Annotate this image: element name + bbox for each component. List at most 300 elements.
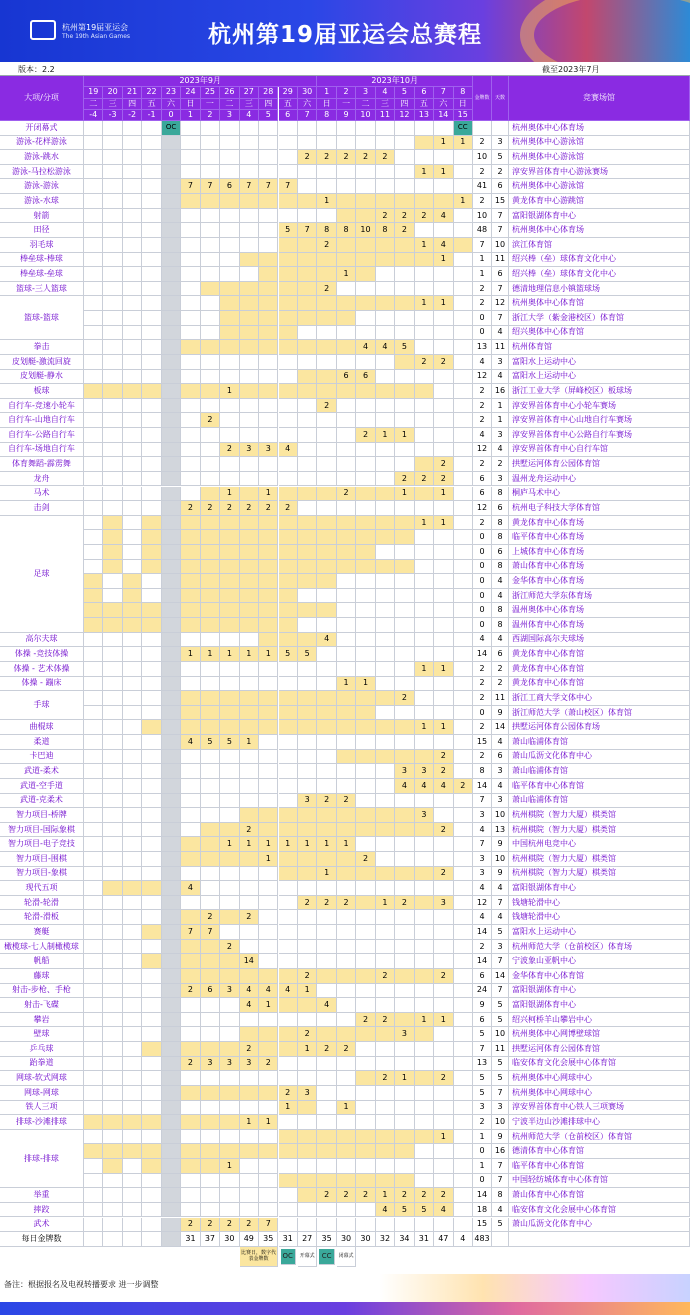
schedule-cell [84,998,103,1013]
day-count: 3 [492,940,509,955]
schedule-cell [220,530,239,545]
schedule-cell: 1 [454,194,473,209]
schedule-cell [142,179,161,194]
gold-count: 4 [473,428,492,443]
schedule-cell [259,194,278,209]
schedule-cell [298,560,317,575]
schedule-cell [317,560,336,575]
schedule-cell: 2 [181,984,200,999]
schedule-cell [84,677,103,692]
sport-label: 橄榄球-七人制橄榄球 [0,940,84,955]
schedule-cell [337,1071,356,1086]
schedule-cell [298,808,317,823]
schedule-cell [220,1174,239,1189]
schedule-cell [298,677,317,692]
schedule-cell [337,954,356,969]
sport-label: 棒垒球-垒球 [0,267,84,282]
day-count: 11 [492,691,509,706]
schedule-cell [84,209,103,224]
schedule-cell [123,267,142,282]
schedule-cell [142,150,161,165]
schedule-cell [298,209,317,224]
schedule-cell [103,574,122,589]
schedule-cell [298,501,317,516]
schedule-cell [123,647,142,662]
schedule-cell [103,457,122,472]
schedule-cell [356,881,375,896]
schedule-cell [103,969,122,984]
schedule-cell [279,998,298,1013]
schedule-cell [142,969,161,984]
schedule-cell [356,384,375,399]
countdown-header: 15 [454,110,473,121]
schedule-cell [123,984,142,999]
schedule-cell [103,896,122,911]
venue-name: 淳安界首体育中心公路自行车赛场 [509,428,690,443]
gold-count: 2 [473,399,492,414]
schedule-cell [123,1071,142,1086]
schedule-cell [356,355,375,370]
schedule-cell [201,662,220,677]
schedule-cell [279,823,298,838]
schedule-cell [103,881,122,896]
schedule-cell [415,691,434,706]
schedule-cell [376,1027,395,1042]
schedule-cell [279,881,298,896]
schedule-cell [454,954,473,969]
sport-label: 皮划艇-静水 [0,370,84,385]
schedule-cell [356,1159,375,1174]
venue-name: 杭州电子科技大学体育馆 [509,501,690,516]
schedule-cell [123,925,142,940]
schedule-cell [415,179,434,194]
schedule-cell [376,706,395,721]
schedule-cell [454,326,473,341]
sport-label: 手球 [0,691,84,720]
schedule-cell: 1 [279,837,298,852]
schedule-cell [162,940,181,955]
gold-count: 0 [473,706,492,721]
schedule-cell [434,647,453,662]
schedule-cell: 6 [337,370,356,385]
schedule-cell [240,457,259,472]
schedule-cell [317,1086,336,1101]
schedule-cell [240,603,259,618]
schedule-cell: 2 [376,209,395,224]
schedule-cell [317,735,336,750]
schedule-cell [376,808,395,823]
schedule-cell [84,384,103,399]
schedule-cell [454,209,473,224]
schedule-cell [259,428,278,443]
schedule-cell [337,472,356,487]
sport-label: 壁球 [0,1027,84,1042]
schedule-cell [201,121,220,136]
gold-count: 8 [473,764,492,779]
venue-name: 拱墅运河体育公园体育场 [509,720,690,735]
schedule-cell [298,662,317,677]
schedule-cell [142,355,161,370]
schedule-cell [220,706,239,721]
schedule-cell [454,311,473,326]
schedule-cell [142,794,161,809]
schedule-cell [103,1071,122,1086]
schedule-cell [376,925,395,940]
schedule-cell [220,677,239,692]
schedule-cell [162,1086,181,1101]
schedule-cell [181,1203,200,1218]
schedule-cell [162,852,181,867]
schedule-cell [415,443,434,458]
schedule-cell: 7 [279,179,298,194]
schedule-cell [142,998,161,1013]
schedule-cell [259,150,278,165]
schedule-cell [181,1042,200,1057]
schedule-cell [356,1203,375,1218]
schedule-cell [123,735,142,750]
schedule-cell [376,691,395,706]
schedule-cell [123,589,142,604]
schedule-cell [376,296,395,311]
schedule-cell [103,647,122,662]
schedule-cell [201,1130,220,1145]
schedule-cell [220,340,239,355]
schedule-cell [395,940,414,955]
schedule-cell [240,399,259,414]
schedule-cell [395,647,414,662]
venue-name: 拱墅运河体育公园体育馆 [509,457,690,472]
schedule-cell [142,296,161,311]
schedule-cell [162,867,181,882]
schedule-cell [240,209,259,224]
schedule-cell [123,1203,142,1218]
schedule-cell: 1 [395,487,414,502]
schedule-cell [142,238,161,253]
month-header-september: 2023年9月 [84,76,317,87]
schedule-cell [356,530,375,545]
schedule-cell: 1 [220,487,239,502]
schedule-cell [317,209,336,224]
schedule-cell [201,516,220,531]
schedule-cell [279,545,298,560]
schedule-cell [454,370,473,385]
gold-column-header: 金牌数 [473,76,492,121]
schedule-cell [454,735,473,750]
schedule-cell [220,253,239,268]
schedule-cell: 2 [298,1027,317,1042]
schedule-cell [240,560,259,575]
schedule-cell: 3 [415,764,434,779]
schedule-cell: 2 [337,794,356,809]
schedule-cell [123,428,142,443]
schedule-cell [434,940,453,955]
schedule-cell: 1 [434,487,453,502]
countdown-header: 8 [317,110,336,121]
day-count: 8 [492,530,509,545]
schedule-cell [395,267,414,282]
sport-label: 游泳-跳水 [0,150,84,165]
schedule-cell [259,750,278,765]
gold-count: 6 [473,969,492,984]
schedule-cell [259,633,278,648]
venue-name: 拱墅运河体育公园体育馆 [509,1042,690,1057]
schedule-cell [415,823,434,838]
schedule-cell: 1 [298,837,317,852]
daily-total-label: 每日金牌数 [0,1232,84,1247]
schedule-cell [220,969,239,984]
schedule-cell [181,457,200,472]
day-count: 11 [492,1042,509,1057]
schedule-cell [337,194,356,209]
schedule-cell [240,223,259,238]
schedule-cell [279,121,298,136]
schedule-cell [201,560,220,575]
sport-label: 开闭幕式 [0,121,84,136]
venue-name: 宁波半边山沙滩排球中心 [509,1115,690,1130]
daily-total-value: 34 [395,1232,414,1247]
schedule-cell [103,121,122,136]
schedule-cell [337,589,356,604]
schedule-cell [415,603,434,618]
schedule-cell [84,370,103,385]
schedule-cell: 4 [434,1203,453,1218]
schedule-cell [103,1218,122,1233]
schedule-cell [337,633,356,648]
schedule-cell [454,1071,473,1086]
day-count: 10 [492,852,509,867]
legend-cc-note: 闭幕式 [337,1247,356,1267]
schedule-cell: 1 [220,1159,239,1174]
schedule-cell [240,589,259,604]
schedule-cell: 4 [434,779,453,794]
weekday-header: 六 [434,99,453,111]
schedule-cell [454,413,473,428]
schedule-cell [240,1086,259,1101]
schedule-cell [103,925,122,940]
schedule-cell [201,1174,220,1189]
sport-label: 游泳-游泳 [0,179,84,194]
day-count: 1 [492,399,509,414]
schedule-cell [454,603,473,618]
schedule-cell [298,750,317,765]
schedule-cell [337,867,356,882]
schedule-cell [434,282,453,297]
schedule-cell [162,984,181,999]
blank-cell [492,1232,509,1247]
schedule-cell [84,282,103,297]
schedule-cell [317,472,336,487]
schedule-cell [162,706,181,721]
schedule-cell [181,1013,200,1028]
schedule-cell: 4 [259,984,278,999]
schedule-cell: 1 [317,867,336,882]
schedule-cell [434,443,453,458]
schedule-cell [337,545,356,560]
schedule-cell [298,998,317,1013]
schedule-cell [279,808,298,823]
venue-name: 浙江工商大学文体中心 [509,691,690,706]
schedule-cell [395,399,414,414]
schedule-cell [298,1130,317,1145]
schedule-cell [259,121,278,136]
schedule-cell [356,1144,375,1159]
schedule-cell [376,487,395,502]
schedule-cell [337,1086,356,1101]
schedule-cell [279,209,298,224]
sport-label: 体操 - 蹦床 [0,677,84,692]
schedule-cell [454,399,473,414]
day-count: 7 [492,282,509,297]
schedule-cell [298,428,317,443]
schedule-cell [337,253,356,268]
schedule-cell [356,136,375,151]
schedule-cell [298,633,317,648]
schedule-cell: 2 [317,896,336,911]
schedule-cell [395,530,414,545]
schedule-cell [162,910,181,925]
schedule-cell [240,1130,259,1145]
schedule-cell: 1 [454,136,473,151]
schedule-cell: 2 [415,209,434,224]
schedule-cell [317,1057,336,1072]
schedule-cell [298,618,317,633]
schedule-cell [84,179,103,194]
schedule-cell [454,1042,473,1057]
schedule-cell [142,399,161,414]
schedule-cell [259,603,278,618]
schedule-cell [181,370,200,385]
schedule-cell [317,428,336,443]
venue-name: 杭州奥体中心游泳馆 [509,150,690,165]
schedule-cell [317,1027,336,1042]
venue-name: 淳安界首体育中心自行车馆 [509,443,690,458]
schedule-cell [240,750,259,765]
schedule-cell [123,720,142,735]
schedule-cell [279,1115,298,1130]
schedule-cell [434,121,453,136]
schedule-cell [84,1071,103,1086]
gold-count: 15 [473,735,492,750]
schedule-cell [220,794,239,809]
schedule-cell [181,1188,200,1203]
gold-count: 2 [473,1115,492,1130]
schedule-cell [123,618,142,633]
day-count: 2 [492,457,509,472]
schedule-cell [162,150,181,165]
schedule-cell [337,1218,356,1233]
gold-count: 1 [473,267,492,282]
schedule-cell [259,1013,278,1028]
schedule-cell: 2 [317,150,336,165]
schedule-cell [181,428,200,443]
gold-count: 2 [473,940,492,955]
schedule-cell [103,808,122,823]
sport-label: 智力项目-象棋 [0,867,84,882]
schedule-cell [123,311,142,326]
schedule-cell [103,589,122,604]
gold-count: 5 [473,1027,492,1042]
weekday-header: 二 [220,99,239,111]
schedule-cell: 3 [415,808,434,823]
schedule-cell [84,779,103,794]
schedule-cell [240,238,259,253]
schedule-cell [123,808,142,823]
schedule-cell [454,706,473,721]
schedule-cell [123,472,142,487]
schedule-cell [356,487,375,502]
schedule-cell [103,370,122,385]
schedule-cell: 1 [434,253,453,268]
schedule-cell [395,457,414,472]
day-count: 9 [492,867,509,882]
schedule-cell [103,1057,122,1072]
schedule-cell [298,370,317,385]
schedule-cell [298,1013,317,1028]
schedule-cell [103,794,122,809]
schedule-cell [259,399,278,414]
schedule-cell [317,457,336,472]
day-count: 7 [492,1086,509,1101]
schedule-cell: 2 [356,852,375,867]
schedule-cell [415,501,434,516]
schedule-cell [259,867,278,882]
schedule-cell: 1 [220,384,239,399]
schedule-cell [240,384,259,399]
date-header: 8 [454,87,473,99]
gold-count: 2 [473,750,492,765]
sport-label: 龙舟 [0,472,84,487]
day-count: 8 [492,1188,509,1203]
schedule-cell [103,1115,122,1130]
schedule-cell [415,223,434,238]
schedule-cell [240,194,259,209]
schedule-cell [317,165,336,180]
schedule-cell [84,1188,103,1203]
schedule-cell [259,662,278,677]
day-count: 3 [492,1101,509,1116]
schedule-cell [259,516,278,531]
gold-count: 41 [473,179,492,194]
schedule-cell [356,998,375,1013]
schedule-cell [84,618,103,633]
schedule-cell [337,501,356,516]
schedule-cell [84,355,103,370]
daily-total-value: 37 [201,1232,220,1247]
schedule-cell [142,501,161,516]
schedule-cell [103,633,122,648]
schedule-cell [142,194,161,209]
schedule-cell [434,925,453,940]
schedule-cell [279,253,298,268]
sport-label: 智力项目-桥牌 [0,808,84,823]
schedule-cell [298,487,317,502]
schedule-cell [337,750,356,765]
schedule-cell [240,150,259,165]
day-count: 3 [492,355,509,370]
schedule-cell: 5 [279,647,298,662]
schedule-cell [454,1013,473,1028]
schedule-cell [454,1027,473,1042]
schedule-cell [337,1130,356,1145]
schedule-cell [298,179,317,194]
sport-label: 皮划艇-激流回旋 [0,355,84,370]
venue-name: 温州龙舟运动中心 [509,472,690,487]
schedule-cell: 1 [415,720,434,735]
gold-count: 3 [473,808,492,823]
schedule-cell [162,472,181,487]
day-count: 2 [492,662,509,677]
schedule-cell: 1 [240,837,259,852]
